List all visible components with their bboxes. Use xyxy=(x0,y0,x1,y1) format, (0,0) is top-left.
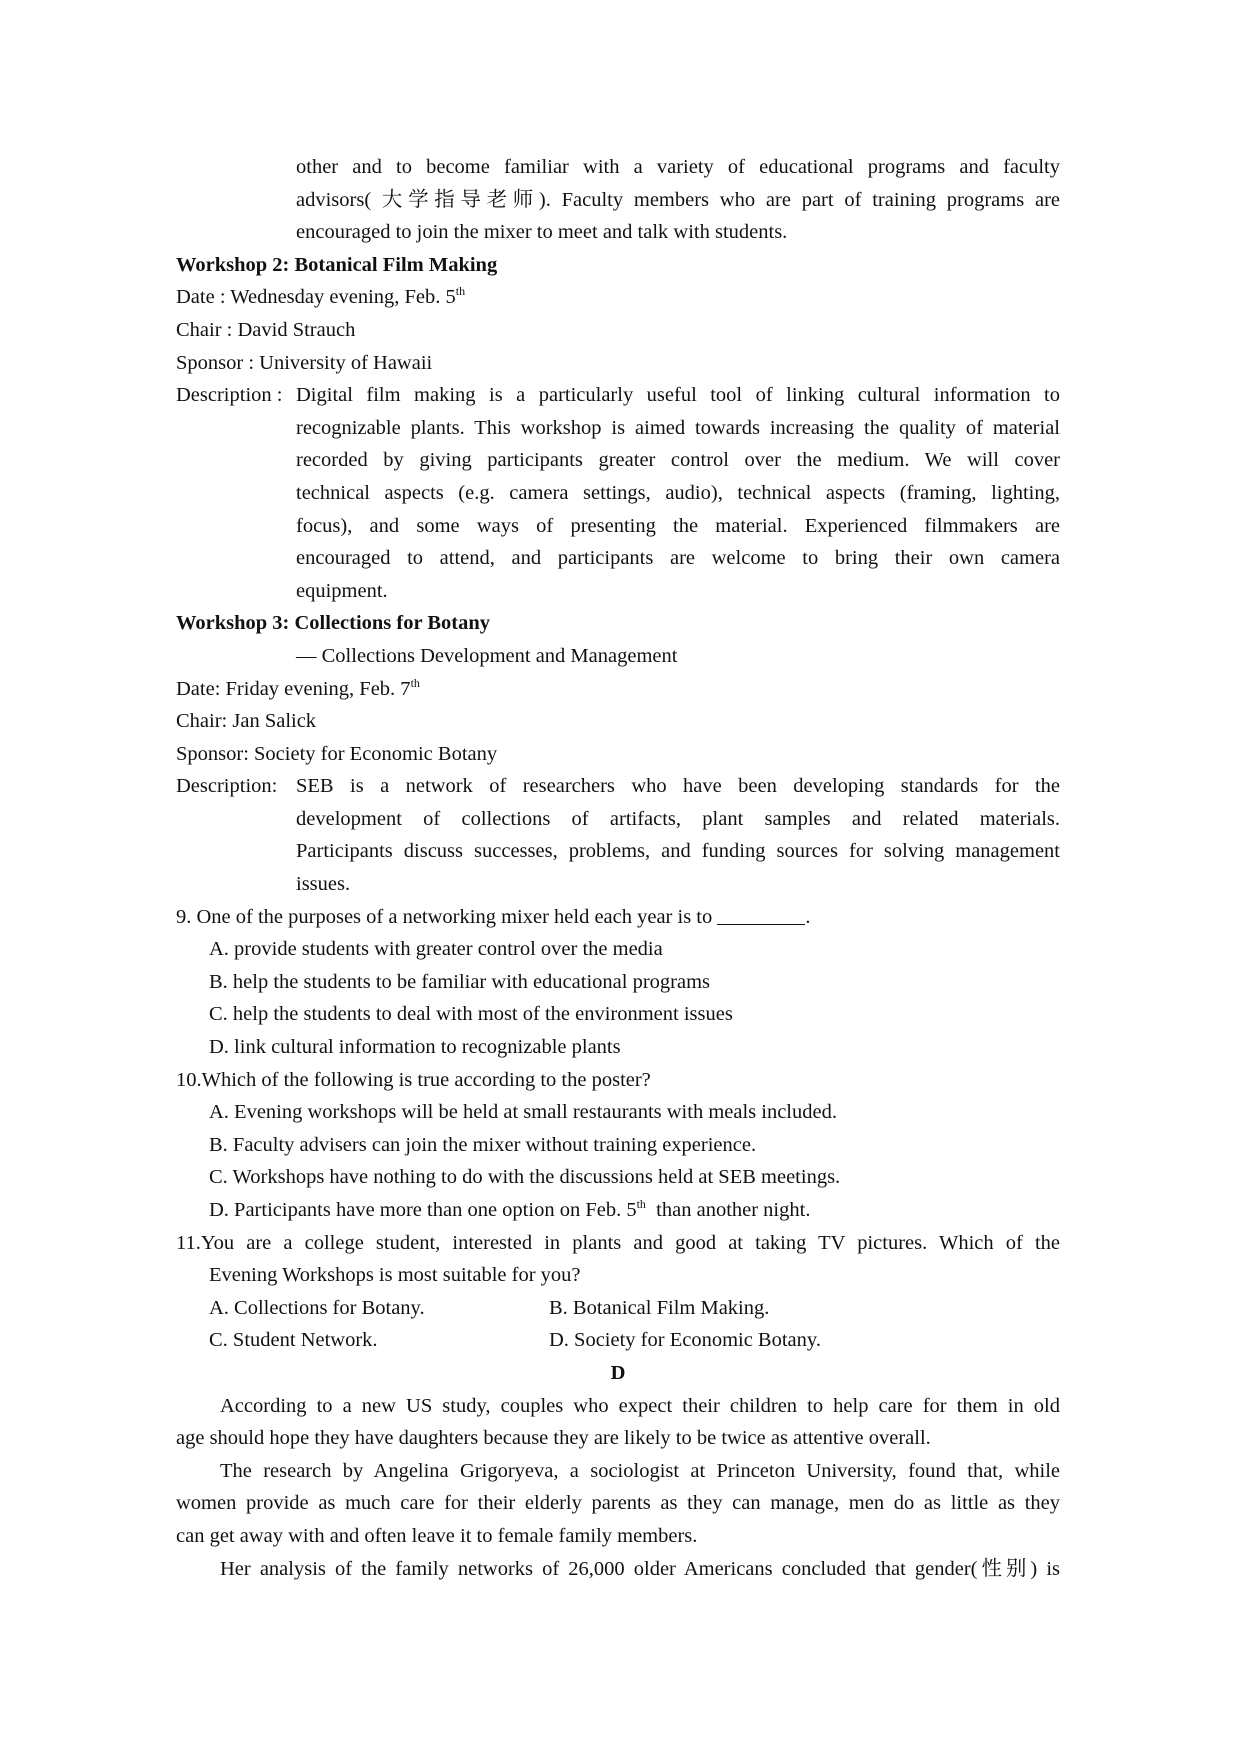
question-11-option-d: D. Society for Economic Botany. xyxy=(549,1329,821,1352)
workshop3-subtitle: — Collections Development and Management xyxy=(296,644,678,667)
question-11-option-a: A. Collections for Botany. xyxy=(209,1296,425,1319)
workshop3-date: Date: Friday evening, Feb. 7th xyxy=(176,675,420,700)
workshop2-date: Date : Wednesday evening, Feb. 5th xyxy=(176,284,466,309)
passage-line: can get away with and often leave it to female family members. xyxy=(176,1524,698,1547)
description-line: equipment. xyxy=(296,579,388,602)
description-line: Digital film making is a particularly useful tool of linking cultural information to xyxy=(296,384,1060,407)
question-11-options-row xyxy=(176,1292,1060,1325)
question-11-stem: 11.You are a college student, interested in plants and good at taking TV pictures. Which of the xyxy=(176,1231,1060,1254)
passage-line: women provide as much care for their elderly parents as they can manage, men do as little as they xyxy=(176,1492,1060,1515)
description-line: encouraged to attend, and participants are welcome to bring their own camera xyxy=(296,547,1060,570)
question-9-option-d: D. link cultural information to recognizable plants xyxy=(209,1036,621,1059)
question-11-option-b: B. Botanical Film Making. xyxy=(549,1296,770,1319)
question-10-option-a: A. Evening workshops will be held at small restaurants with meals included. xyxy=(209,1101,837,1124)
question-9-stem: 9. One of the purposes of a networking mixer held each year is to . xyxy=(176,905,811,928)
question-10-stem: 10.Which of the following is true according to the poster? xyxy=(176,1068,651,1091)
workshop3-description-label: Description: xyxy=(176,775,278,798)
question-11-option-c: C. Student Network. xyxy=(209,1329,378,1352)
description-line: recorded by giving participants greater control over the medium. We will cover xyxy=(296,449,1060,472)
passage-line: According to a new US study, couples who expect their children to help care for them in old xyxy=(220,1394,1060,1417)
question-9-option-b: B. help the students to be familiar with educational programs xyxy=(209,970,710,993)
workshop3-chair: Chair: Jan Salick xyxy=(176,710,317,733)
question-11-options-row xyxy=(176,1324,1060,1357)
workshop2-chair: Chair : David Strauch xyxy=(176,318,356,341)
question-10-option-d: D. Participants have more than one option on Feb. 5th than another night. xyxy=(209,1197,811,1221)
workshop2-description-label: Description : xyxy=(176,384,283,407)
workshop2-title: Workshop 2: Botanical Film Making xyxy=(176,253,498,276)
continuation-line: advisors( 大学指导老师). Faculty members who are part of training programs are xyxy=(296,188,1060,211)
description-line: recognizable plants. This workshop is aimed towards increasing the quality of material xyxy=(296,416,1060,439)
question-11-stem-cont: Evening Workshops is most suitable for you? xyxy=(209,1264,581,1287)
question-9-option-a: A. provide students with greater control over the media xyxy=(209,938,663,961)
description-line: focus), and some ways of presenting the material. Experienced filmmakers are xyxy=(296,514,1060,537)
question-9-option-c: C. help the students to deal with most of the environment issues xyxy=(209,1003,733,1026)
description-line: SEB is a network of researchers who have been developing standards for the xyxy=(296,775,1060,798)
document-content xyxy=(176,151,1060,1585)
description-line: technical aspects (e.g. camera settings, audio), technical aspects (framing, lighting, xyxy=(296,481,1060,504)
continuation-line: other and to become familiar with a variety of educational programs and faculty xyxy=(296,156,1060,178)
passage-line: Her analysis of the family networks of 26,000 older Americans concluded that gender(性别) is xyxy=(220,1557,1060,1580)
passage-line: The research by Angelina Grigoryeva, a sociologist at Princeton University, found that, while xyxy=(220,1459,1060,1482)
description-line: issues. xyxy=(296,873,351,896)
question-10-option-b: B. Faculty advisers can join the mixer without training experience. xyxy=(209,1133,757,1156)
section-heading: D xyxy=(610,1361,626,1384)
description-line: development of collections of artifacts, plant samples and related materials. xyxy=(296,807,1060,830)
question-10-option-c: C. Workshops have nothing to do with the discussions held at SEB meetings. xyxy=(209,1166,841,1189)
description-line: Participants discuss successes, problems, and funding sources for solving management xyxy=(296,840,1060,863)
workshop3-sponsor: Sponsor: Society for Economic Botany xyxy=(176,742,498,765)
workshop2-description xyxy=(176,379,1060,607)
workshop3-title: Workshop 3: Collections for Botany xyxy=(176,612,490,635)
answer-blank xyxy=(717,906,805,925)
passage-line: age should hope they have daughters because they are likely to be twice as attentive overall. xyxy=(176,1427,931,1450)
workshop2-sponsor: Sponsor : University of Hawaii xyxy=(176,351,433,374)
continuation-line: encouraged to join the mixer to meet and talk with students. xyxy=(296,221,788,244)
workshop3-description xyxy=(176,770,1060,900)
